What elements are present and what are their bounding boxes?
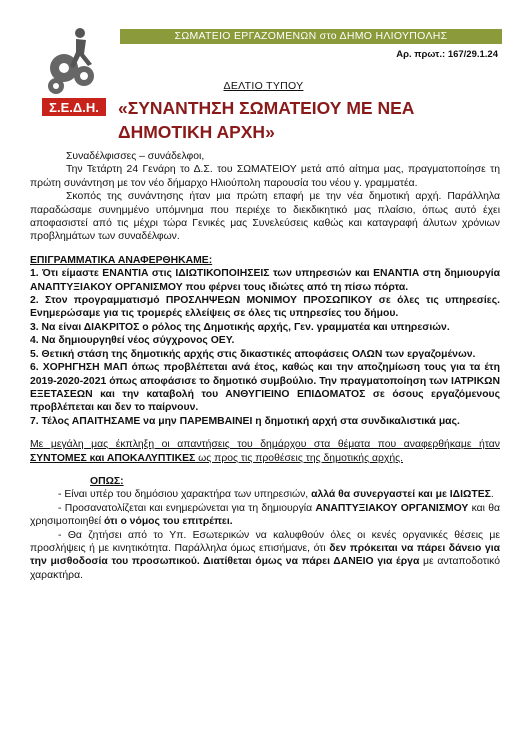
greeting: Συναδέλφισσες – συνάδελφοι, [66,151,205,162]
opos-bold: ΑΝΑΠΤΥΞΙΑΚΟΥ ΟΡΓΑΝΙΣΜΟΥ [315,502,469,514]
union-logo [40,24,108,120]
intro-paragraph-2: Σκοπός της συνάντησης ήταν μια πρώτη επαφή με την νέα δημοτική αρχή. Παράλληλα παραδώσαμε συνημμένο υπόμνημα που περιέχε το διεκδικητικό μας πλαίσιο, όπως αυτό έχει αποφασιστεί από τις μέχρι τώρα Γενικές μας Συνελεύσεις καθώς και καταγραφή άλυτων χρόνιων προβλημάτων των συναδέλφων. [30,191,500,243]
opos-text: με ανταποδοτικό χαρακτήρα. [30,556,500,581]
protocol-number: Αρ. πρωτ.: 167/29.1.24 [396,49,498,60]
header-bar [120,29,502,44]
conclusion-tail: ως προς τις προθέσεις της δημοτικής αρχής. [195,452,404,464]
opos-text: - Θα ζητήσει από το Υπ. Εσωτερικών να καλυφθούν όλες οι κενές οργανικές θέσεις με προσλήψεις ή με κινητικότητα. Παράλληλα όμως επισήμανε, ότι [30,529,500,554]
opos-bold: δεν πρόκειται να πάρει δάνειο για την μισθοδοσία του προσωπικού. Διατίθεται όμως να πάρει ΔΑΝΕΙΟ για έργα [30,542,500,568]
opos-text: - Προσανατολίζεται και ενημερώνεται για τη δημιουργία [58,502,316,514]
point-item: 5. Θετική στάση της δημοτικής αρχής στις δικαστικές αποφάσεις ΟΛΩΝ των εργαζομένων. [30,348,476,360]
document-body [30,150,500,582]
opos-item-2 [30,502,500,529]
point-item: 2. Στον προγραμματισμό ΠΡΟΣΛΗΨΕΩΝ ΜΟΝΙΜΟΥ ΠΡΟΣΩΠΙΚΟΥ σε όλες τις υπηρεσίες. Ενημερώσαμε για τις τρομερές ελλείψεις σε όλες τις υπηρεσίες του δήμου. [30,295,500,320]
press-release-label: ΔΕΛΤΙΟ ΤΥΠΟΥ [223,80,304,92]
point-item: 7. Τέλος ΑΠΑΙΤΗΣΑΜΕ να μην ΠΑΡΕΜΒΑΙΝΕΙ η δημοτική αρχή στα συνδικαλιστικά μας. [30,415,460,427]
point-item: 1. Ότι είμαστε ΕΝΑΝΤΙΑ στις ΙΔΙΩΤΙΚΟΠΟΙΗΣΕΙΣ των υπηρεσιών και ΕΝΑΝΤΙΑ στη δημιουργία ΑΝΑΠΤΥΞΙΑΚΟΥ ΟΡΓΑΝΙΣΜΟΥ που φέρνει τους ιδιώτες από τη πίσω πόρτα. [30,268,500,293]
opos-text: . [490,489,494,501]
opos-text: και θα χρησιμοποιηθεί [30,502,500,528]
conclusion-lead: Με μεγάλη μας έκπληξη οι απαντήσεις του δημάρχου στα θέματα που αναφερθήκαμε ήταν [30,439,500,451]
intro-paragraph-1: Την Τετάρτη 24 Γενάρη το Δ.Σ. του ΣΩΜΑΤΕΙΟΥ μετά από αίτημα μας, πραγματοποίησε τη πρώτη συνάντηση με τον νέο δήμαρχο Ηλιούπολη παρουσία του νέου γ. γραμματέα. [30,164,500,189]
conclusion-bold: ΣΥΝΤΟΜΕΣ και ΑΠΟΚΑΛΥΠΤΙΚΕΣ [30,452,196,464]
opos-heading: ΟΠΩΣ: [90,475,124,487]
opos-bold: ότι ο νόμος του επιτρέπει. [103,516,233,528]
headline: «ΣΥΝΑΝΤΗΣΗ ΣΩΜΑΤΕΙΟΥ ΜΕ ΝΕΑ ΔΗΜΟΤΙΚΗ ΑΡΧΗ» [118,98,415,142]
logo-text: Σ.Ε.Δ.Η. [49,100,99,115]
opos-text: - Είναι υπέρ του δημόσιου χαρακτήρα των υπηρεσιών, [58,489,312,501]
points-heading: ΕΠΙΓΡΑΜΜΑΤΙΚΑ ΑΝΑΦΕΡΘΗΚΑΜΕ: [30,254,213,266]
point-item: 3. Να είναι ΔΙΑΚΡΙΤΟΣ ο ρόλος της Δημοτικής αρχής, Γεν. γραμματέα και υπηρεσιών. [30,321,450,333]
opos-item-3 [30,529,500,583]
opos-bold: αλλά θα συνεργαστεί και με ΙΔΙΩΤΕΣ [311,489,491,501]
point-item: 4. Να δημιουργηθεί νέος σύγχρονος ΟΕΥ. [30,335,235,347]
opos-item-1 [30,488,500,501]
point-item: 6. ΧΟΡΗΓΗΣΗ ΜΑΠ όπως προβλέπεται ανά έτος, καθώς και την αποζημίωση τους για τα έτη 2019-2020-2021 όπως αποφάσισε το δημοτικό συμβούλιο. Την πραγματοποίηση των ΙΑΤΡΙΚΩΝ ΕΞΕΤΑΣΕΩΝ και την καταβολή του ΑΝΘΥΓΙΕΙΝΟ ΕΠΙΔΟΜΑΤΟΣ σε όσους εργαζόμενους προβλέπεται και δεν το παίρνουν. [30,362,500,414]
conclusion-paragraph [30,438,500,465]
org-name: ΣΩΜΑΤΕΙΟ ΕΡΓΑΖΟΜΕΝΩΝ στο ΔΗΜΟ ΗΛΙΟΥΠΟΛΗΣ [174,30,448,42]
